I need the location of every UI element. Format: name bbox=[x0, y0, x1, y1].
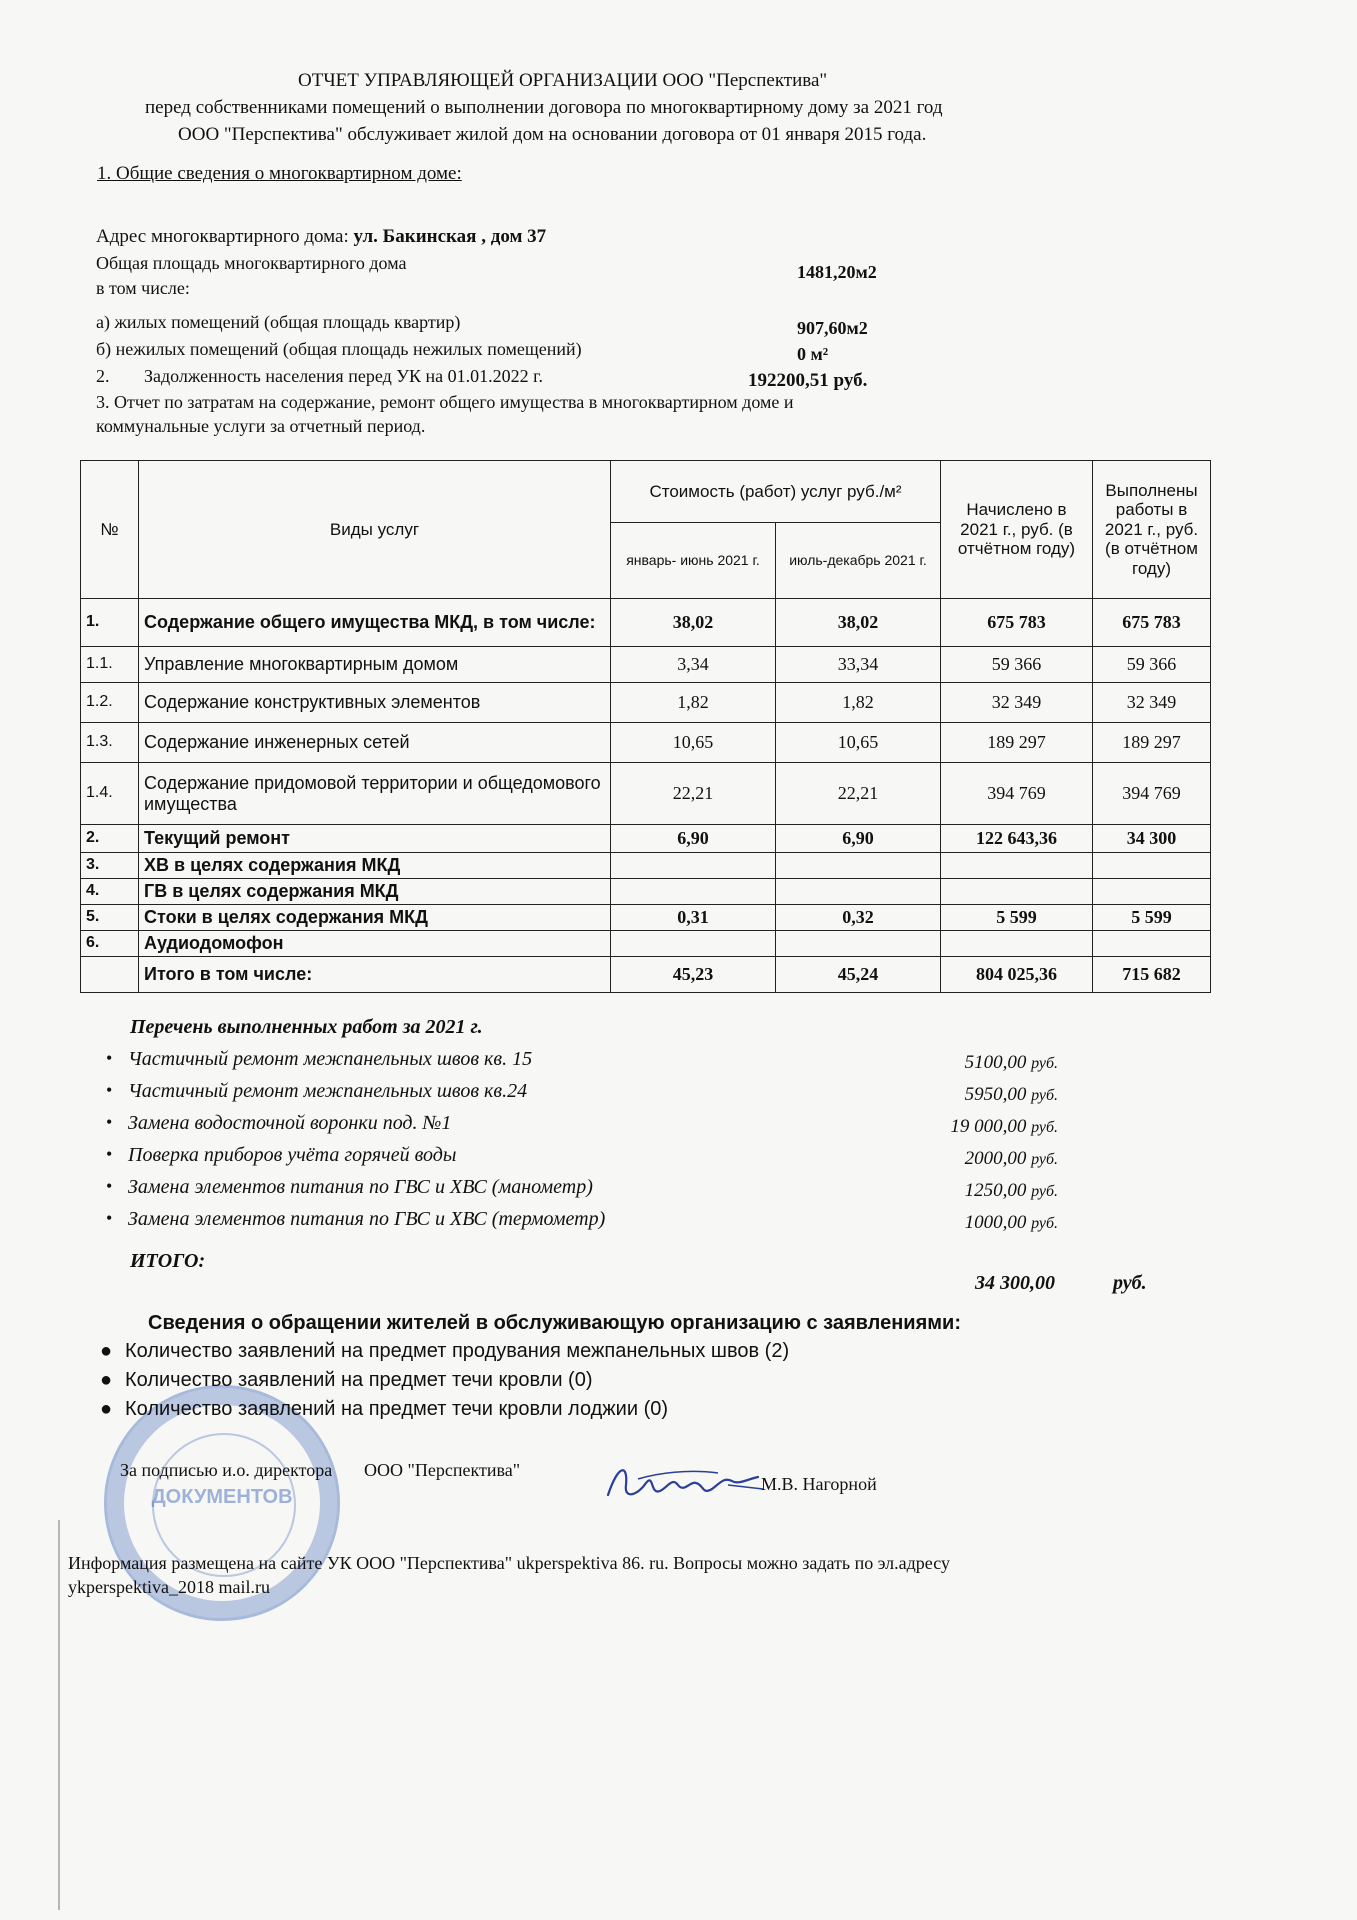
appeal-label: Количество заявлений на предмет продувания межпанельных швов (2) bbox=[125, 1340, 790, 1362]
appeal-label: Количество заявлений на предмет течи кровли лоджии (0) bbox=[125, 1398, 669, 1420]
row-number: 4. bbox=[81, 879, 139, 905]
cost-jul-dec bbox=[776, 931, 941, 957]
section3-line2: коммунальные услуги за отчетный период. bbox=[96, 416, 426, 436]
cost-jan-jun: 0,31 bbox=[611, 905, 776, 931]
service-name: Аудиодомофон bbox=[139, 931, 611, 957]
cost-jul-dec: 10,65 bbox=[776, 723, 941, 763]
footer-info-line1: Информация размещена на сайте УК ООО "Перспектива" ukperspektiva 86. ru. Вопросы можно задать по эл.адресу bbox=[68, 1553, 950, 1573]
completed-amount bbox=[1093, 879, 1211, 905]
signature-label: За подписью и.о. директора bbox=[120, 1460, 333, 1480]
row-number: 3. bbox=[81, 853, 139, 879]
completed-amount: 32 349 bbox=[1093, 683, 1211, 723]
debt-label: Задолженность населения перед УК на 01.01.2022 г. bbox=[144, 366, 543, 386]
header-no: № bbox=[81, 461, 139, 599]
row-number: 5. bbox=[81, 905, 139, 931]
row-number: 1. bbox=[81, 599, 139, 647]
accrued-amount bbox=[941, 931, 1093, 957]
work-item bbox=[98, 1208, 1118, 1240]
bullet-icon: ● bbox=[100, 1340, 113, 1362]
row-number: 6. bbox=[81, 931, 139, 957]
completed-amount: 189 297 bbox=[1093, 723, 1211, 763]
service-name: ХВ в целях содержания МКД bbox=[139, 853, 611, 879]
table-row bbox=[81, 905, 1211, 931]
debt-number: 2. bbox=[96, 366, 110, 386]
service-name: Содержание общего имущества МКД, в том числе: bbox=[139, 599, 611, 647]
address-row bbox=[96, 226, 546, 248]
work-amount-value: 1250,00 bbox=[964, 1180, 1027, 1201]
work-amount-value: 1000,00 bbox=[964, 1212, 1027, 1233]
work-amount-currency: руб. bbox=[1031, 1055, 1058, 1072]
accrued-amount: 189 297 bbox=[941, 723, 1093, 763]
work-amount-value: 5950,00 bbox=[964, 1084, 1027, 1105]
address-label: Адрес многоквартирного дома: bbox=[96, 226, 349, 247]
work-item bbox=[98, 1080, 1118, 1112]
work-label: Поверка приборов учёта горячей воды bbox=[128, 1144, 457, 1166]
completed-amount: 5 599 bbox=[1093, 905, 1211, 931]
cost-jul-dec: 45,24 bbox=[776, 956, 941, 992]
works-heading: Перечень выполненных работ за 2021 г. bbox=[130, 1016, 483, 1038]
table-row bbox=[81, 931, 1211, 957]
signature-name: М.В. Нагорной bbox=[761, 1474, 877, 1494]
work-label: Замена водосточной воронки под. №1 bbox=[128, 1112, 452, 1134]
cost-report-table bbox=[80, 460, 1211, 993]
work-amount bbox=[950, 1116, 1058, 1138]
bullet-icon: • bbox=[106, 1080, 113, 1100]
row-number: 1.3. bbox=[81, 723, 139, 763]
completed-amount: 715 682 bbox=[1093, 956, 1211, 992]
report-subtitle: перед собственниками помещений о выполнении договора по многоквартирному дому за 2021 год bbox=[145, 97, 943, 118]
header-cost: Стоимость (работ) услуг руб./м² bbox=[611, 461, 941, 523]
residential-label: а) жилых помещений (общая площадь квартир) bbox=[96, 312, 461, 332]
stamp-text: ДОКУМЕНТОВ bbox=[151, 1486, 293, 1508]
work-amount-currency: руб. bbox=[1031, 1119, 1058, 1136]
bullet-icon: • bbox=[106, 1176, 113, 1196]
works-total-value: 34 300,00 bbox=[975, 1272, 1055, 1294]
service-name: ГВ в целях содержания МКД bbox=[139, 879, 611, 905]
scan-margin-line bbox=[58, 1520, 60, 1910]
table-header bbox=[81, 461, 1211, 599]
table-row bbox=[81, 956, 1211, 992]
debt-value: 192200,51 руб. bbox=[748, 370, 868, 391]
address-value: ул. Бакинская , дом 37 bbox=[353, 226, 547, 247]
completed-amount: 394 769 bbox=[1093, 763, 1211, 825]
service-name: Содержание конструктивных элементов bbox=[139, 683, 611, 723]
header-jul-dec: июль-декабрь 2021 г. bbox=[776, 523, 941, 599]
section3-line1: 3. Отчет по затратам на содержание, ремонт общего имущества в многоквартирном доме и bbox=[96, 392, 794, 412]
cost-jan-jun bbox=[611, 853, 776, 879]
cost-jan-jun: 3,34 bbox=[611, 647, 776, 683]
cost-jan-jun: 45,23 bbox=[611, 956, 776, 992]
table-row bbox=[81, 723, 1211, 763]
contract-line: ООО "Перспектива" обслуживает жилой дом на основании договора от 01 января 2015 года. bbox=[178, 124, 927, 145]
table-row bbox=[81, 879, 1211, 905]
table-row bbox=[81, 763, 1211, 825]
work-label: Замена элементов питания по ГВС и ХВС (манометр) bbox=[128, 1176, 593, 1198]
cost-jul-dec: 22,21 bbox=[776, 763, 941, 825]
nonresidential-value: 0 м² bbox=[797, 344, 829, 364]
work-item bbox=[98, 1176, 1118, 1208]
signature-org: ООО "Перспектива" bbox=[364, 1460, 521, 1480]
row-number bbox=[81, 956, 139, 992]
cost-jul-dec: 6,90 bbox=[776, 825, 941, 853]
table-row bbox=[81, 825, 1211, 853]
accrued-amount: 394 769 bbox=[941, 763, 1093, 825]
cost-jul-dec bbox=[776, 879, 941, 905]
work-label: Частичный ремонт межпанельных швов кв.24 bbox=[128, 1080, 528, 1102]
work-amount-value: 5100,00 bbox=[964, 1052, 1027, 1073]
completed-amount: 34 300 bbox=[1093, 825, 1211, 853]
work-amount-value: 2000,00 bbox=[964, 1148, 1027, 1169]
header-accrued: Начислено в 2021 г., руб. (в отчётном году) bbox=[941, 461, 1093, 599]
cost-jul-dec: 0,32 bbox=[776, 905, 941, 931]
work-amount-currency: руб. bbox=[1031, 1215, 1058, 1232]
table-row bbox=[81, 647, 1211, 683]
completed-amount: 675 783 bbox=[1093, 599, 1211, 647]
row-number: 2. bbox=[81, 825, 139, 853]
table-body bbox=[81, 599, 1211, 993]
nonresidential-label: б) нежилых помещений (общая площадь нежилых помещений) bbox=[96, 339, 582, 359]
cost-jan-jun bbox=[611, 879, 776, 905]
work-amount bbox=[965, 1052, 1058, 1074]
work-amount-currency: руб. bbox=[1031, 1151, 1058, 1168]
bullet-icon: ● bbox=[100, 1369, 113, 1391]
accrued-amount: 5 599 bbox=[941, 905, 1093, 931]
header-services: Виды услуг bbox=[139, 461, 611, 599]
work-amount bbox=[965, 1148, 1058, 1170]
work-amount bbox=[965, 1180, 1058, 1202]
cost-jan-jun: 6,90 bbox=[611, 825, 776, 853]
row-number: 1.1. bbox=[81, 647, 139, 683]
cost-jan-jun: 10,65 bbox=[611, 723, 776, 763]
accrued-amount: 804 025,36 bbox=[941, 956, 1093, 992]
table-row bbox=[81, 599, 1211, 647]
bullet-icon: • bbox=[106, 1144, 113, 1164]
bullet-icon: • bbox=[106, 1208, 113, 1228]
service-name: Содержание инженерных сетей bbox=[139, 723, 611, 763]
total-area-label: Общая площадь многоквартирного дома bbox=[96, 253, 407, 273]
work-item bbox=[98, 1144, 1118, 1176]
incl-label: в том числе: bbox=[96, 278, 190, 298]
cost-jan-jun: 38,02 bbox=[611, 599, 776, 647]
section1-heading: 1. Общие сведения о многоквартирном доме: bbox=[97, 163, 462, 184]
report-title: ОТЧЕТ УПРАВЛЯЮЩЕЙ ОРГАНИЗАЦИИ ООО "Перспектива" bbox=[298, 70, 828, 91]
accrued-amount bbox=[941, 853, 1093, 879]
footer-info-line2: ykperspektiva_2018 mail.ru bbox=[68, 1577, 270, 1597]
handwritten-signature bbox=[598, 1455, 768, 1515]
bullet-icon: ● bbox=[100, 1398, 113, 1420]
total-area-value: 1481,20м2 bbox=[797, 262, 877, 282]
accrued-amount bbox=[941, 879, 1093, 905]
work-amount-value: 19 000,00 bbox=[950, 1116, 1027, 1137]
header-jan-jun: январь- июнь 2021 г. bbox=[611, 523, 776, 599]
bullet-icon: • bbox=[106, 1048, 113, 1068]
accrued-amount: 675 783 bbox=[941, 599, 1093, 647]
cost-jan-jun: 22,21 bbox=[611, 763, 776, 825]
cost-jul-dec bbox=[776, 853, 941, 879]
table-row bbox=[81, 853, 1211, 879]
appeal-label: Количество заявлений на предмет течи кровли (0) bbox=[125, 1369, 593, 1391]
cost-jul-dec: 38,02 bbox=[776, 599, 941, 647]
service-name: Содержание придомовой территории и общедомового имущества bbox=[139, 763, 611, 825]
row-number: 1.2. bbox=[81, 683, 139, 723]
table-row bbox=[81, 683, 1211, 723]
completed-amount bbox=[1093, 931, 1211, 957]
service-name: Текущий ремонт bbox=[139, 825, 611, 853]
bullet-icon: • bbox=[106, 1112, 113, 1132]
accrued-amount: 32 349 bbox=[941, 683, 1093, 723]
work-label: Частичный ремонт межпанельных швов кв. 15 bbox=[128, 1048, 533, 1070]
work-amount bbox=[965, 1084, 1058, 1106]
row-number: 1.4. bbox=[81, 763, 139, 825]
work-item bbox=[98, 1048, 1118, 1080]
work-amount bbox=[965, 1212, 1058, 1234]
work-amount-currency: руб. bbox=[1031, 1183, 1058, 1200]
works-list bbox=[98, 1048, 1118, 1240]
residential-value: 907,60м2 bbox=[797, 318, 868, 338]
header-done: Выполнены работы в 2021 г., руб. (в отчётном году) bbox=[1093, 461, 1211, 599]
service-name: Стоки в целях содержания МКД bbox=[139, 905, 611, 931]
service-name: Итого в том числе: bbox=[139, 956, 611, 992]
cost-jul-dec: 1,82 bbox=[776, 683, 941, 723]
cost-jan-jun: 1,82 bbox=[611, 683, 776, 723]
work-label: Замена элементов питания по ГВС и ХВС (термометр) bbox=[128, 1208, 606, 1230]
work-amount-currency: руб. bbox=[1031, 1087, 1058, 1104]
accrued-amount: 59 366 bbox=[941, 647, 1093, 683]
service-name: Управление многоквартирным домом bbox=[139, 647, 611, 683]
work-item bbox=[98, 1112, 1118, 1144]
works-total-label: ИТОГО: bbox=[130, 1250, 206, 1272]
completed-amount bbox=[1093, 853, 1211, 879]
cost-jul-dec: 33,34 bbox=[776, 647, 941, 683]
appeals-heading: Сведения о обращении жителей в обслуживающую организацию с заявлениями: bbox=[148, 1312, 961, 1334]
accrued-amount: 122 643,36 bbox=[941, 825, 1093, 853]
completed-amount: 59 366 bbox=[1093, 647, 1211, 683]
cost-jan-jun bbox=[611, 931, 776, 957]
works-total-currency: руб. bbox=[1113, 1272, 1147, 1294]
